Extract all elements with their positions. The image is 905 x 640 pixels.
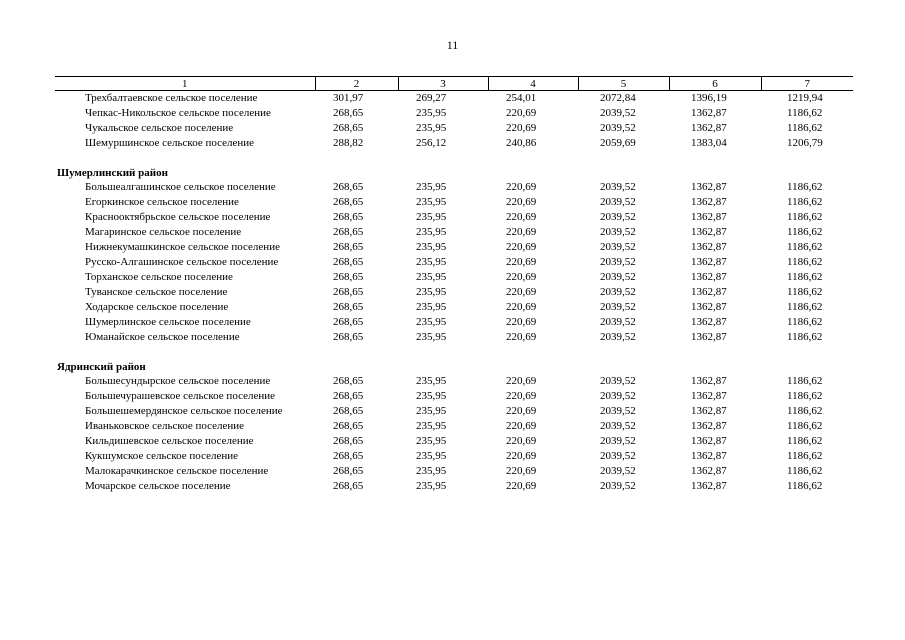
value-col-4: 220,69 (506, 271, 537, 283)
table-row (55, 210, 853, 225)
value-col-4: 220,69 (506, 375, 537, 387)
value-col-3: 235,95 (416, 286, 447, 298)
district-title: Шумерлинский район (57, 167, 168, 179)
value-col-3: 235,95 (416, 226, 447, 238)
value-col-6: 1383,04 (691, 137, 727, 149)
settlement-name: Туванское сельское поселение (85, 286, 228, 298)
table-row (55, 106, 853, 121)
value-col-4: 220,69 (506, 122, 537, 134)
value-col-7: 1186,62 (787, 271, 823, 283)
value-col-6: 1362,87 (691, 256, 727, 268)
column-header: 5 (578, 77, 669, 91)
value-col-7: 1186,62 (787, 107, 823, 119)
value-col-6: 1362,87 (691, 450, 727, 462)
value-col-3: 235,95 (416, 271, 447, 283)
table-row (55, 479, 853, 494)
value-col-2: 268,65 (333, 107, 364, 119)
settlement-name: Трехбалтаевское сельское поселение (85, 92, 258, 104)
value-col-6: 1362,87 (691, 375, 727, 387)
table-row (55, 225, 853, 240)
table-row (55, 285, 853, 300)
tariff-table (55, 76, 853, 494)
settlement-name: Кукшумское сельское поселение (85, 450, 239, 462)
table-row (55, 300, 853, 315)
settlement-name: Чукальское сельское поселение (85, 122, 234, 134)
value-col-6: 1362,87 (691, 420, 727, 432)
value-col-4: 220,69 (506, 405, 537, 417)
value-col-4: 220,69 (506, 226, 537, 238)
section-gap-cell (55, 151, 853, 166)
value-col-4: 220,69 (506, 450, 537, 462)
district-header-row (55, 166, 853, 180)
value-col-7: 1186,62 (787, 375, 823, 387)
table-row (55, 464, 853, 479)
table-row (55, 180, 853, 195)
value-col-5: 2039,52 (600, 256, 636, 268)
value-col-7: 1206,79 (787, 137, 823, 149)
value-col-6: 1362,87 (691, 122, 727, 134)
value-col-4: 220,69 (506, 420, 537, 432)
value-col-7: 1186,62 (787, 286, 823, 298)
column-header-row (55, 77, 853, 91)
value-col-5: 2039,52 (600, 107, 636, 119)
value-col-7: 1186,62 (787, 122, 823, 134)
table-row (55, 240, 853, 255)
value-col-6: 1362,87 (691, 211, 727, 223)
value-col-3: 235,95 (416, 435, 447, 447)
value-col-6: 1362,87 (691, 390, 727, 402)
value-col-7: 1186,62 (787, 181, 823, 193)
value-col-3: 235,95 (416, 211, 447, 223)
value-col-3: 235,95 (416, 256, 447, 268)
value-col-7: 1186,62 (787, 316, 823, 328)
value-col-6: 1362,87 (691, 465, 727, 477)
value-col-7: 1186,62 (787, 211, 823, 223)
value-col-7: 1219,94 (787, 92, 823, 104)
value-col-2: 268,65 (333, 390, 364, 402)
value-col-7: 1186,62 (787, 226, 823, 238)
value-col-5: 2039,52 (600, 241, 636, 253)
value-col-4: 220,69 (506, 301, 537, 313)
table-row (55, 315, 853, 330)
value-col-2: 268,65 (333, 241, 364, 253)
value-col-7: 1186,62 (787, 331, 823, 343)
value-col-7: 1186,62 (787, 465, 823, 477)
value-col-5: 2072,84 (600, 92, 636, 104)
value-col-5: 2039,52 (600, 196, 636, 208)
value-col-3: 235,95 (416, 420, 447, 432)
value-col-2: 268,65 (333, 286, 364, 298)
value-col-3: 235,95 (416, 390, 447, 402)
value-col-2: 268,65 (333, 435, 364, 447)
value-col-2: 268,65 (333, 256, 364, 268)
value-col-6: 1362,87 (691, 316, 727, 328)
value-col-3: 235,95 (416, 241, 447, 253)
value-col-4: 220,69 (506, 286, 537, 298)
value-col-3: 235,95 (416, 122, 447, 134)
value-col-3: 269,27 (416, 92, 447, 104)
value-col-6: 1362,87 (691, 226, 727, 238)
value-col-5: 2039,52 (600, 405, 636, 417)
value-col-7: 1186,62 (787, 420, 823, 432)
value-col-6: 1362,87 (691, 181, 727, 193)
value-col-7: 1186,62 (787, 480, 823, 492)
value-col-6: 1362,87 (691, 405, 727, 417)
table-row (55, 136, 853, 151)
value-col-3: 256,12 (416, 137, 447, 149)
value-col-5: 2039,52 (600, 181, 636, 193)
value-col-4: 220,69 (506, 390, 537, 402)
value-col-5: 2039,52 (600, 122, 636, 134)
value-col-5: 2039,52 (600, 420, 636, 432)
value-col-6: 1362,87 (691, 286, 727, 298)
value-col-3: 235,95 (416, 465, 447, 477)
value-col-4: 220,69 (506, 465, 537, 477)
value-col-7: 1186,62 (787, 301, 823, 313)
value-col-2: 268,65 (333, 375, 364, 387)
value-col-7: 1186,62 (787, 435, 823, 447)
value-col-5: 2059,69 (600, 137, 636, 149)
value-col-7: 1186,62 (787, 390, 823, 402)
value-col-3: 235,95 (416, 196, 447, 208)
value-col-6: 1362,87 (691, 480, 727, 492)
value-col-3: 235,95 (416, 450, 447, 462)
value-col-2: 268,65 (333, 122, 364, 134)
table-body (55, 91, 853, 495)
value-col-2: 268,65 (333, 480, 364, 492)
settlement-name: Шемуршинское сельское поселение (85, 137, 255, 149)
settlement-name: Большечурашевское сельское поселение (85, 390, 276, 402)
value-col-2: 268,65 (333, 196, 364, 208)
settlement-name: Шумерлинское сельское поселение (85, 316, 251, 328)
settlement-name: Ходарское сельское поселение (85, 301, 229, 313)
value-col-4: 220,69 (506, 480, 537, 492)
settlement-name: Мочарское сельское поселение (85, 480, 231, 492)
value-col-2: 268,65 (333, 465, 364, 477)
value-col-2: 268,65 (333, 301, 364, 313)
value-col-2: 268,65 (333, 331, 364, 343)
value-col-3: 235,95 (416, 405, 447, 417)
value-col-3: 235,95 (416, 316, 447, 328)
value-col-3: 235,95 (416, 375, 447, 387)
settlement-name: Чепкас-Никольское сельское поселение (85, 107, 271, 119)
table-row (55, 255, 853, 270)
value-col-4: 220,69 (506, 181, 537, 193)
settlement-name: Магаринское сельское поселение (85, 226, 242, 238)
value-col-4: 220,69 (506, 256, 537, 268)
value-col-6: 1362,87 (691, 271, 727, 283)
column-header: 2 (315, 77, 398, 91)
value-col-6: 1362,87 (691, 241, 727, 253)
value-col-3: 235,95 (416, 480, 447, 492)
value-col-4: 220,69 (506, 196, 537, 208)
table-row (55, 330, 853, 345)
value-col-3: 235,95 (416, 331, 447, 343)
settlement-name: Кильдишевское сельское поселение (85, 435, 254, 447)
value-col-6: 1362,87 (691, 435, 727, 447)
value-col-4: 220,69 (506, 435, 537, 447)
settlement-name: Нижнекумашкинское сельское поселение (85, 241, 280, 253)
section-gap (55, 151, 853, 166)
district-title: Ядринский район (57, 361, 146, 373)
table-row (55, 419, 853, 434)
table-row (55, 449, 853, 464)
value-col-5: 2039,52 (600, 226, 636, 238)
value-col-6: 1362,87 (691, 301, 727, 313)
value-col-4: 240,86 (506, 137, 537, 149)
value-col-5: 2039,52 (600, 390, 636, 402)
settlement-name: Большесундырское сельское поселение (85, 375, 271, 387)
value-col-5: 2039,52 (600, 450, 636, 462)
section-gap-cell (55, 345, 853, 360)
value-col-2: 268,65 (333, 316, 364, 328)
value-col-4: 220,69 (506, 241, 537, 253)
value-col-2: 268,65 (333, 211, 364, 223)
value-col-6: 1362,87 (691, 107, 727, 119)
value-col-4: 254,01 (506, 92, 537, 104)
value-col-6: 1362,87 (691, 331, 727, 343)
settlement-name: Юманайское сельское поселение (85, 331, 240, 343)
column-header: 1 (55, 77, 315, 91)
value-col-2: 288,82 (333, 137, 364, 149)
value-col-7: 1186,62 (787, 241, 823, 253)
table-row (55, 404, 853, 419)
value-col-7: 1186,62 (787, 405, 823, 417)
value-col-3: 235,95 (416, 107, 447, 119)
value-col-5: 2039,52 (600, 316, 636, 328)
settlement-name: Малокарачкинское сельское поселение (85, 465, 269, 477)
column-header: 3 (398, 77, 488, 91)
value-col-5: 2039,52 (600, 435, 636, 447)
value-col-4: 220,69 (506, 107, 537, 119)
value-col-5: 2039,52 (600, 271, 636, 283)
settlement-name: Краснооктябрьское сельское поселение (85, 211, 271, 223)
column-header: 7 (761, 77, 853, 91)
value-col-4: 220,69 (506, 211, 537, 223)
value-col-7: 1186,62 (787, 450, 823, 462)
settlement-name: Иваньковское сельское поселение (85, 420, 245, 432)
value-col-7: 1186,62 (787, 196, 823, 208)
settlement-name: Торханское сельское поселение (85, 271, 233, 283)
value-col-2: 268,65 (333, 226, 364, 238)
value-col-6: 1396,19 (691, 92, 727, 104)
value-col-2: 268,65 (333, 420, 364, 432)
value-col-5: 2039,52 (600, 465, 636, 477)
settlement-name: Егоркинское сельское поселение (85, 196, 239, 208)
section-gap (55, 345, 853, 360)
value-col-6: 1362,87 (691, 196, 727, 208)
value-col-3: 235,95 (416, 301, 447, 313)
value-col-4: 220,69 (506, 316, 537, 328)
settlement-name: Большешемердянское сельское поселение (85, 405, 283, 417)
value-col-2: 268,65 (333, 405, 364, 417)
table-row (55, 91, 853, 107)
value-col-2: 301,97 (333, 92, 364, 104)
value-col-2: 268,65 (333, 181, 364, 193)
table-row (55, 434, 853, 449)
page-number: 11 (446, 38, 459, 52)
column-header: 4 (488, 77, 578, 91)
value-col-5: 2039,52 (600, 480, 636, 492)
value-col-3: 235,95 (416, 181, 447, 193)
value-col-7: 1186,62 (787, 256, 823, 268)
value-col-5: 2039,52 (600, 211, 636, 223)
value-col-5: 2039,52 (600, 301, 636, 313)
value-col-5: 2039,52 (600, 375, 636, 387)
settlement-name: Большеалгашинское сельское поселение (85, 181, 276, 193)
value-col-5: 2039,52 (600, 286, 636, 298)
table-row (55, 374, 853, 389)
settlement-name: Русско-Алгашинское сельское поселение (85, 256, 279, 268)
district-header-row (55, 360, 853, 374)
column-header: 6 (669, 77, 761, 91)
table-row (55, 121, 853, 136)
value-col-2: 268,65 (333, 450, 364, 462)
table-row (55, 195, 853, 210)
table-row (55, 389, 853, 404)
value-col-4: 220,69 (506, 331, 537, 343)
value-col-5: 2039,52 (600, 331, 636, 343)
value-col-2: 268,65 (333, 271, 364, 283)
table-row (55, 270, 853, 285)
